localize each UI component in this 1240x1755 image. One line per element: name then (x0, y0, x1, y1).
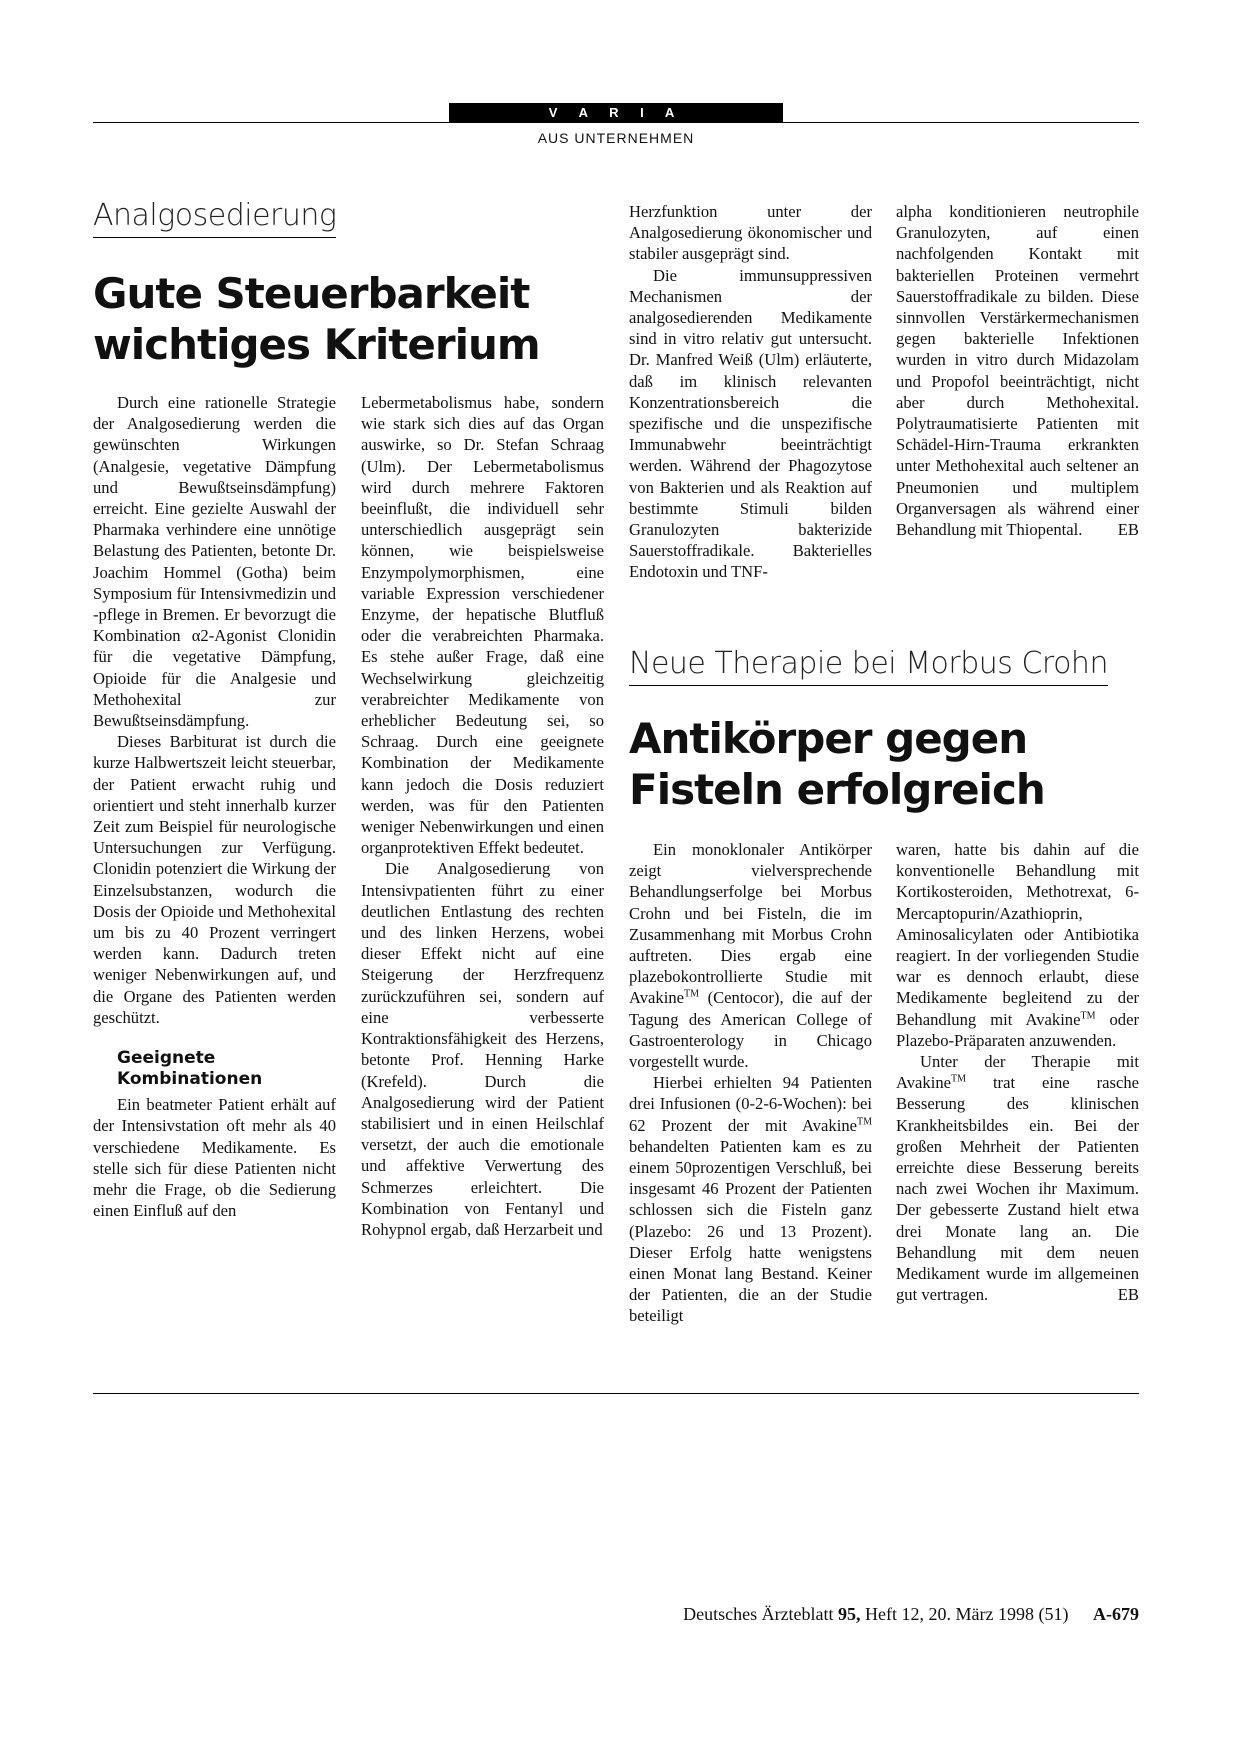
bottom-rule (93, 1393, 1139, 1394)
article1-column-3 (629, 201, 872, 583)
article2-column-2 (896, 839, 1139, 1305)
article1-column-4 (896, 201, 1139, 540)
article2-author-sign: EB (1117, 1285, 1139, 1305)
article2-text: waren, hatte bis dahin auf die konventionelle Behandlung mit Kortikosteroiden, Methotrexat, 6-Mercaptopurin/Azathioprin, Aminosalicylaten oder Antibiotika reagiert. In der vorliegenden Studie war es dennoch erlaubt, diese Medikamente begleitend zu der Behandlung mit Avakine (896, 840, 1139, 1029)
article2-paragraph (629, 839, 872, 1072)
article2-headline-line1: Antikörper gegen (629, 714, 1028, 763)
article1-paragraph: Durch eine rationelle Strategie der Analgosedierung werden die gewünschten Wirkungen (Analgesie, vegetative Dämpfung und Bewußtseinsdämpfung) erreicht. Eine gezielte Auswahl der Pharmaka verhindere eine unnötige Belastung des Patienten, betonte Dr. Joachim Hommel (Gotha) beim Symposium für Intensivmedizin und -pflege in Bremen. Er bevorzugt die Kombination α2-Agonist Clonidin für die vegetative Dämpfung, Opioide für die Analgesie und Methohexital zur Bewußtseinsdämpfung. (93, 393, 336, 731)
article1-paragraph: Lebermetabolismus habe, sondern wie stark sich dies auf das Organ auswirke, so Dr. Stefan Schraag (Ulm). Der Lebermetabolismus wird durch mehrere Faktoren beeinflußt, die individuell sehr unterschiedlich ausgeprägt sein können, wie beispielsweise Enzympolymorphismen, eine variable Expression verschiedener Enzyme, der hepatische Blutfluß oder die verabreichten Pharmaka. Es stehe außer Frage, daß eine Wechselwirkung gleichzeitig verabreichter Medikamente von erheblicher Bedeutung sei, so Schraag. Durch eine geeignete Kombination der Medikamente kann jedoch die Dosis reduziert werden, was für den Patienten weniger Nebenwirkungen und einen organprotektiven Effekt bedeutet. (361, 393, 604, 858)
article2-text: trat eine rasche Besserung des klinischen Krankheitsbildes ein. Bei der großen Mehrheit der Patienten erreichte diese Besserung bereits nach zwei Wochen ihr Maximum. Der gebesserte Zustand hielt etwa drei Monate lang an. Die Behandlung mit dem neuen Medikament wurde im allgemeinen gut vertragen. (896, 1073, 1139, 1305)
article2-column-1 (629, 839, 872, 1327)
article2-paragraph (896, 1051, 1139, 1305)
article1-paragraph: Dieses Barbiturat ist durch die kurze Halbwertszeit leicht steuerbar, der Patient erwacht ruhig und orientiert und steht innerhalb kurzer Zeit zum Beispiel für neurologische Untersuchungen zur Verfügung. Clonidin potenziert die Wirkung der Einzelsubstanzen, wodurch die Dosis der Opioide und Methohexital um bis zu 40 Prozent verringert werden kann. Dadurch treten weniger Nebenwirkungen auf, und die Organe des Patienten werden geschützt. (93, 732, 336, 1027)
article1-column-1 (93, 392, 336, 1221)
page-number: A-679 (1093, 1604, 1139, 1624)
article2-text: Ein monoklonaler Antikörper zeigt vielversprechende Behandlungserfolge bei Morbus Crohn und bei Fisteln, die im Zusammenhang mit Morbus Crohn auftreten. Dies ergab eine plazebokontrollierte Studie mit Avakine (629, 840, 872, 1008)
article1-subheading-line1: Geeignete (117, 1048, 216, 1069)
article2-headline (629, 713, 1045, 815)
trademark-sup: TM (683, 988, 699, 1000)
varia-banner: V A R I A (449, 103, 783, 123)
article1-subheading (93, 1048, 336, 1090)
trademark-sup: TM (950, 1073, 966, 1085)
article1-headline-line2: wichtiges Kriterium (93, 320, 540, 369)
article1-paragraph-text: alpha konditionieren neutrophile Granulozyten, auf einen nachfolgenden Kontakt mit bakteriellen Proteinen vermehrt Sauerstoffradikale zu bilden. Diese sinnvollen Verstärkermechanismen gegen bakterielle Infektionen wurden in vitro durch Midazolam und Propofol beeinträchtigt, nicht aber durch Methohexital. Polytraumatisierte Patienten mit Schädel-Hirn-Trauma erkrankten unter Methohexital auch seltener an Pneumonien und multiplem Organversagen als während einer Behandlung mit Thiopental. (896, 202, 1139, 540)
article1-headline-line1: Gute Steuerbarkeit (93, 269, 530, 318)
article2-text: oder Plazebo-Präparaten anzuwenden. (896, 1009, 1139, 1050)
journal-issue: Heft 12, 20. März 1998 (51) (865, 1604, 1069, 1624)
article2-headline-line2: Fisteln erfolgreich (629, 765, 1045, 814)
article1-author-sign: EB (1117, 520, 1139, 540)
article1-headline (93, 268, 540, 370)
article2-paragraph (896, 839, 1139, 1051)
article2-text: (Centocor), die auf der Tagung des American College of Gastroenterology in Chicago vorgestellt wurde. (629, 988, 872, 1072)
article1-column-2 (361, 392, 604, 1240)
article1-kicker: Analgosedierung (93, 198, 336, 238)
article1-paragraph (896, 201, 1139, 540)
page-footer (683, 1604, 1139, 1625)
article2-paragraph (629, 1072, 872, 1326)
article1-paragraph: Ein beatmeter Patient erhält auf der Intensivstation oft mehr als 40 verschiedene Medikamente. Es stelle sich für diese Patienten nicht mehr die Frage, ob die Sedierung einen Einfluß auf den (93, 1095, 336, 1221)
article1-paragraph: Die immunsuppressiven Mechanismen der analgosedierenden Medikamente sind in vitro relativ gut untersucht. Dr. Manfred Weiß (Ulm) erläuterte, daß im klinisch relevanten Konzentrationsbereich die spezifische und die unspezifische Immunabwehr beeinträchtigt werden. Während der Phagozytose von Bakterien und als Reaktion auf bestimmte Stimuli bilden Granulozyten bakterizide Sauerstoffradikale. Bakterielles Endotoxin und TNF- (629, 265, 872, 582)
trademark-sup: TM (857, 1116, 872, 1128)
journal-name: Deutsches Ärzteblatt (683, 1604, 834, 1624)
article1-subheading-line2: Kombinationen (117, 1069, 263, 1090)
article2-text: behandelten Patienten kam es zu einem 50prozentigen Verschluß, bei insgesamt 46 Prozent der Patienten schlossen sich die Fisteln ganz (Plazebo: 26 und 13 Prozent). Dieser Erfolg hatte wenigstens einen Monat lang Bestand. Keiner der Patienten, die an der Studie beteiligt (629, 1136, 872, 1326)
article1-paragraph: Herzfunktion unter der Analgosedierung ökonomischer und stabiler ausgeprägt sind. (629, 202, 872, 264)
journal-volume: 95, (838, 1604, 861, 1624)
article2-kicker: Neue Therapie bei Morbus Crohn (629, 646, 1108, 686)
article2-text: Unter der Therapie mit Avakine (896, 1052, 1139, 1093)
section-label: AUS UNTERNEHMEN (537, 130, 695, 146)
article2-text: Hierbei erhielten 94 Patienten drei Infusionen (0-2-6-Wochen): bei 62 Prozent der mit Avakine (629, 1073, 872, 1135)
article1-paragraph: Die Analgosedierung von Intensivpatienten führt zu einer deutlichen Entlastung des rechten und des linken Herzens, wobei dieser Effekt nicht auf eine Steigerung der Herzfrequenz zurückzuführen sei, sondern auf eine verbesserte Kontraktionsfähigkeit des Herzens, betonte Prof. Henning Harke (Krefeld). Durch die Analgosedierung wird der Patient stabilisiert und in einen Heilschlaf versetzt, der auch die emotionale und affektive Verwertung des Schmerzes erleichtert. Die Kombination von Fentanyl und Rohypnol ergab, daß Herzarbeit und (361, 859, 604, 1239)
trademark-sup: TM (1080, 1010, 1096, 1022)
